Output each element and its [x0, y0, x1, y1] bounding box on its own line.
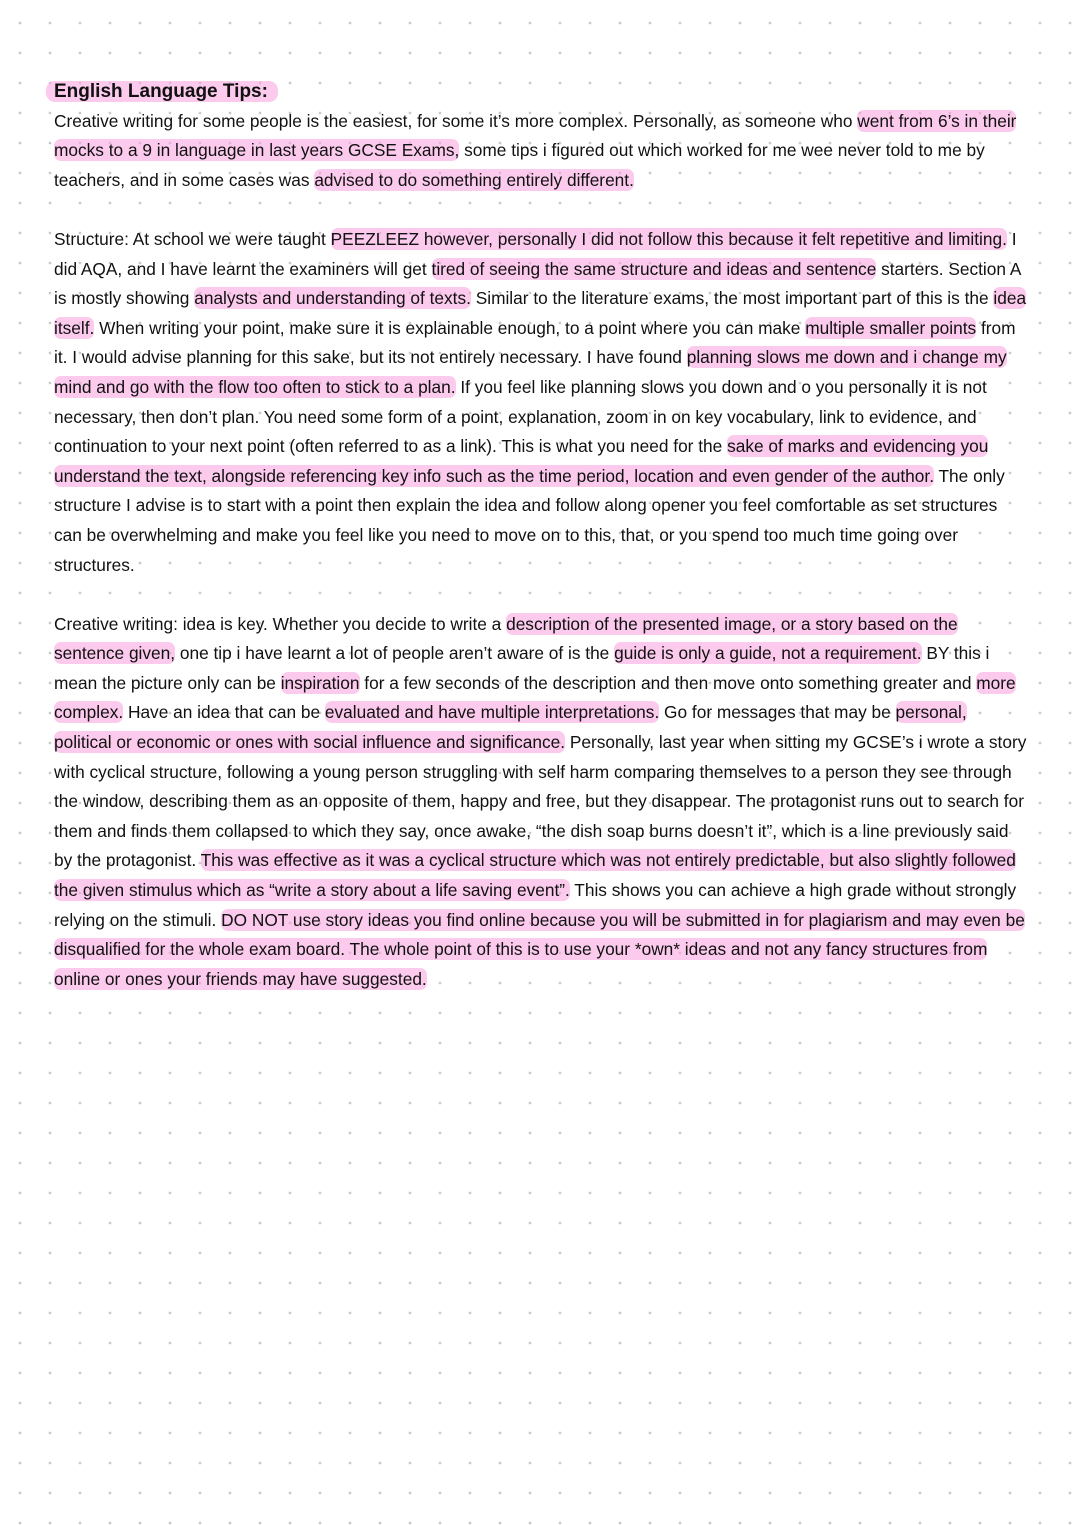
text-segment: Creative writing for some people is the easiest, for some it’s more complex. Personally, as someone who: [54, 110, 858, 131]
highlighted-text: personal, political or economic or ones with social influence and significance.: [54, 702, 967, 753]
text-segment: This shows you can achieve a high grade without strongly relying on the stimuli.: [54, 880, 1017, 930]
paragraph-gap: [54, 195, 1029, 225]
text-segment: Personally, last year when sitting my GCSE’s i wrote a story with cyclical structure, following a young person struggling with self harm comparing themselves to a person they see through the window, describing them as an opposite of them, happy and free, but they disappear. The protagonist runs out to search for them and finds them collapsed to which they say, once awake, “the dish soap burns doesn’t it”, which is a line previously said by the protagonist.: [54, 732, 1027, 871]
text-segment: BY this i mean the picture only can be: [54, 643, 990, 693]
structure-paragraph: [54, 225, 1029, 580]
highlighted-text: idea itself.: [54, 288, 1027, 338]
text-segment: Structure: At school we were taught: [54, 228, 331, 249]
text-segment: Similar to the literature exams, the most important part of this is the: [470, 288, 994, 309]
highlighted-text: tired of seeing the same structure and ideas and sentence: [431, 258, 877, 279]
creative-writing-paragraph: [54, 610, 1029, 995]
text-segment: If you feel like planning slows you down and o you personally it is not necessary, then don’t plan. You need some form of a point, explanation, zoom in on key vocabulary, link to evidence, and continuation to your next point (often referred to as a link). This is what you need for the: [54, 376, 987, 457]
title-highlight: English Language Tips:: [46, 81, 278, 102]
text-segment: Have an idea that can be: [123, 702, 325, 723]
highlighted-text: PEEZLEEZ however, personally I did not follow this because it felt repetitive and limiting.: [330, 228, 1007, 249]
highlighted-text: evaluated and have multiple interpretations.: [324, 702, 660, 723]
text-segment: starters. Section A is mostly showing: [54, 258, 1021, 309]
text-segment: Creative writing: idea is key. Whether you decide to write a: [54, 613, 507, 634]
text-segment: When writing your point, make sure it is explainable enough, to a point where you can make: [94, 317, 806, 338]
highlighted-text: went from 6’s in their mocks to a 9 in language in last years GCSE Exams,: [54, 110, 1017, 161]
paragraph-gap: [54, 580, 1029, 610]
text-segment: I did AQA, and I have learnt the examiners will get: [54, 228, 1017, 279]
highlighted-text: description of the presented image, or a story based on the sentence given,: [54, 613, 958, 664]
note-page: [54, 77, 1029, 994]
text-segment: one tip i have learnt a lot of people aren’t aware of is the: [175, 643, 615, 664]
text-segment: some tips i figured out which worked for me wee never told to me by teachers, and in some cases was: [54, 140, 985, 190]
highlighted-text: sake of marks and evidencing you understand the text, alongside referencing key info such as the time period, location and even gender of the author.: [54, 436, 989, 486]
text-segment: from it. I would advise planning for this sake, but its not entirely necessary. I have found: [54, 317, 1016, 368]
text-segment: for a few seconds of the description and then move onto something greater and: [359, 672, 977, 693]
highlighted-text: This was effective as it was a cyclical structure which was not entirely predictable, but also slightly followed the given stimulus which as “write a story about a life saving event”.: [54, 850, 1016, 901]
highlighted-text: multiple smaller points: [805, 317, 977, 338]
intro-paragraph: [54, 107, 1029, 196]
text-segment: The only structure I advise is to start with a point then explain the idea and follow along opener you feel comfortable as set structures can be overwhelming and make you feel like you need to move on to this, that, or you spend too much time going over structures.: [54, 465, 1005, 575]
highlighted-text: planning slows me down and i change my mind and go with the flow too often to stick to a plan.: [54, 347, 1007, 397]
note-title: [54, 77, 1029, 107]
highlighted-text: advised to do something entirely different.: [314, 169, 634, 190]
highlighted-text: guide is only a guide, not a requirement.: [614, 643, 922, 664]
highlighted-text: inspiration: [280, 672, 360, 693]
text-segment: Go for messages that may be: [659, 702, 896, 723]
highlighted-text: more complex.: [54, 672, 1016, 723]
highlighted-text: analysts and understanding of texts.: [194, 288, 471, 309]
highlighted-text: DO NOT use story ideas you find online because you will be submitted in for plagiarism and may even be disqualified for the whole exam board. The whole point of this is to use your *own* ideas and not any fancy structures from online or ones your friends may have suggested.: [54, 909, 1025, 989]
